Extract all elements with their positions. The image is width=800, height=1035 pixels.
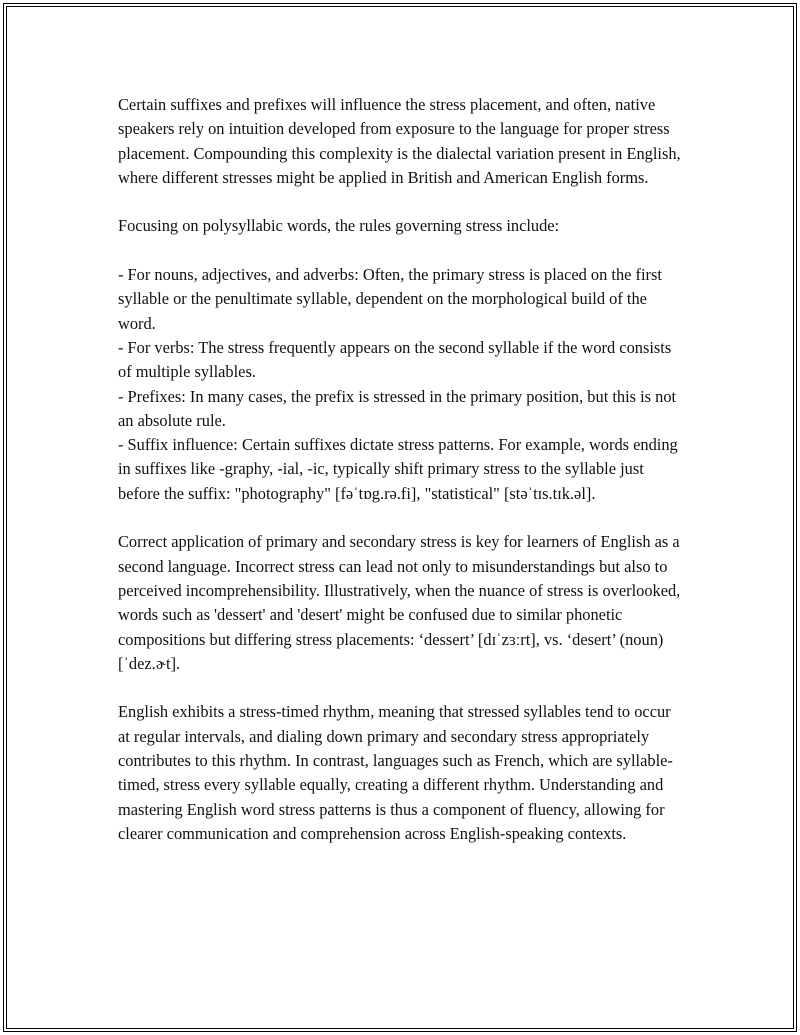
- paragraph-polysyllabic-intro: Focusing on polysyllabic words, the rules governing stress include:: [118, 216, 560, 236]
- paragraph-primary-secondary-stress: Correct application of primary and secondary stress is key for learners of English as a second language. Incorrect stress can lead not only to misunderstandings but also to perceived incomprehensibility. Illustratively, when the nuance of stress is overlooked, words such as 'dessert' and 'desert' might be confused due to similar phonetic compositions but differing stress placements: ‘dessert’ [dɪˈzɜːrt], vs. ‘desert’ (noun) [ˈdez.ɚt].: [118, 532, 685, 673]
- paragraph-spacer: [118, 676, 684, 700]
- paragraph-stress-rules-list: - For nouns, adjectives, and adverbs: Often, the primary stress is placed on the first syllable or the penultimate syllable, dependent on the morphological build of the word. - For verbs: The stress frequently appears on the second syllable if the word consists of multiple syllables. - Prefixes: In many cases, the prefix is stressed in the primary position, but this is not an absolute rule. - Suffix influence: Certain suffixes dictate stress patterns. For example, words ending in suffixes like -graphy, -ial, -ic, typically shift primary stress to the syllable just before the suffix: "photography" [fəˈtɒg.rə.fi], "statistical" [stəˈtɪs.tɪk.əl].: [118, 265, 678, 503]
- paragraph-spacer: [118, 190, 684, 214]
- paragraph-stress-timed-rhythm: English exhibits a stress-timed rhythm, meaning that stressed syllables tend to occur at regular intervals, and dialing down primary and secondary stress appropriately contributes to this rhythm. In contrast, languages such as French, which are syllable-timed, stress every syllable equally, creating a different rhythm. Understanding and mastering English word stress patterns is thus a component of fluency, allowing for clearer communication and comprehension across English-speaking contexts.: [118, 702, 675, 843]
- paragraph-suffixes-prefixes: Certain suffixes and prefixes will influence the stress placement, and often, native speakers rely on intuition developed from exposure to the language for proper stress placement. Compounding this complexity is the dialectal variation present in English, where different stresses might be applied in British and American English forms.: [118, 95, 685, 187]
- paragraph-spacer: [118, 506, 684, 530]
- document-body: [118, 93, 684, 846]
- paragraph-spacer: [118, 239, 684, 263]
